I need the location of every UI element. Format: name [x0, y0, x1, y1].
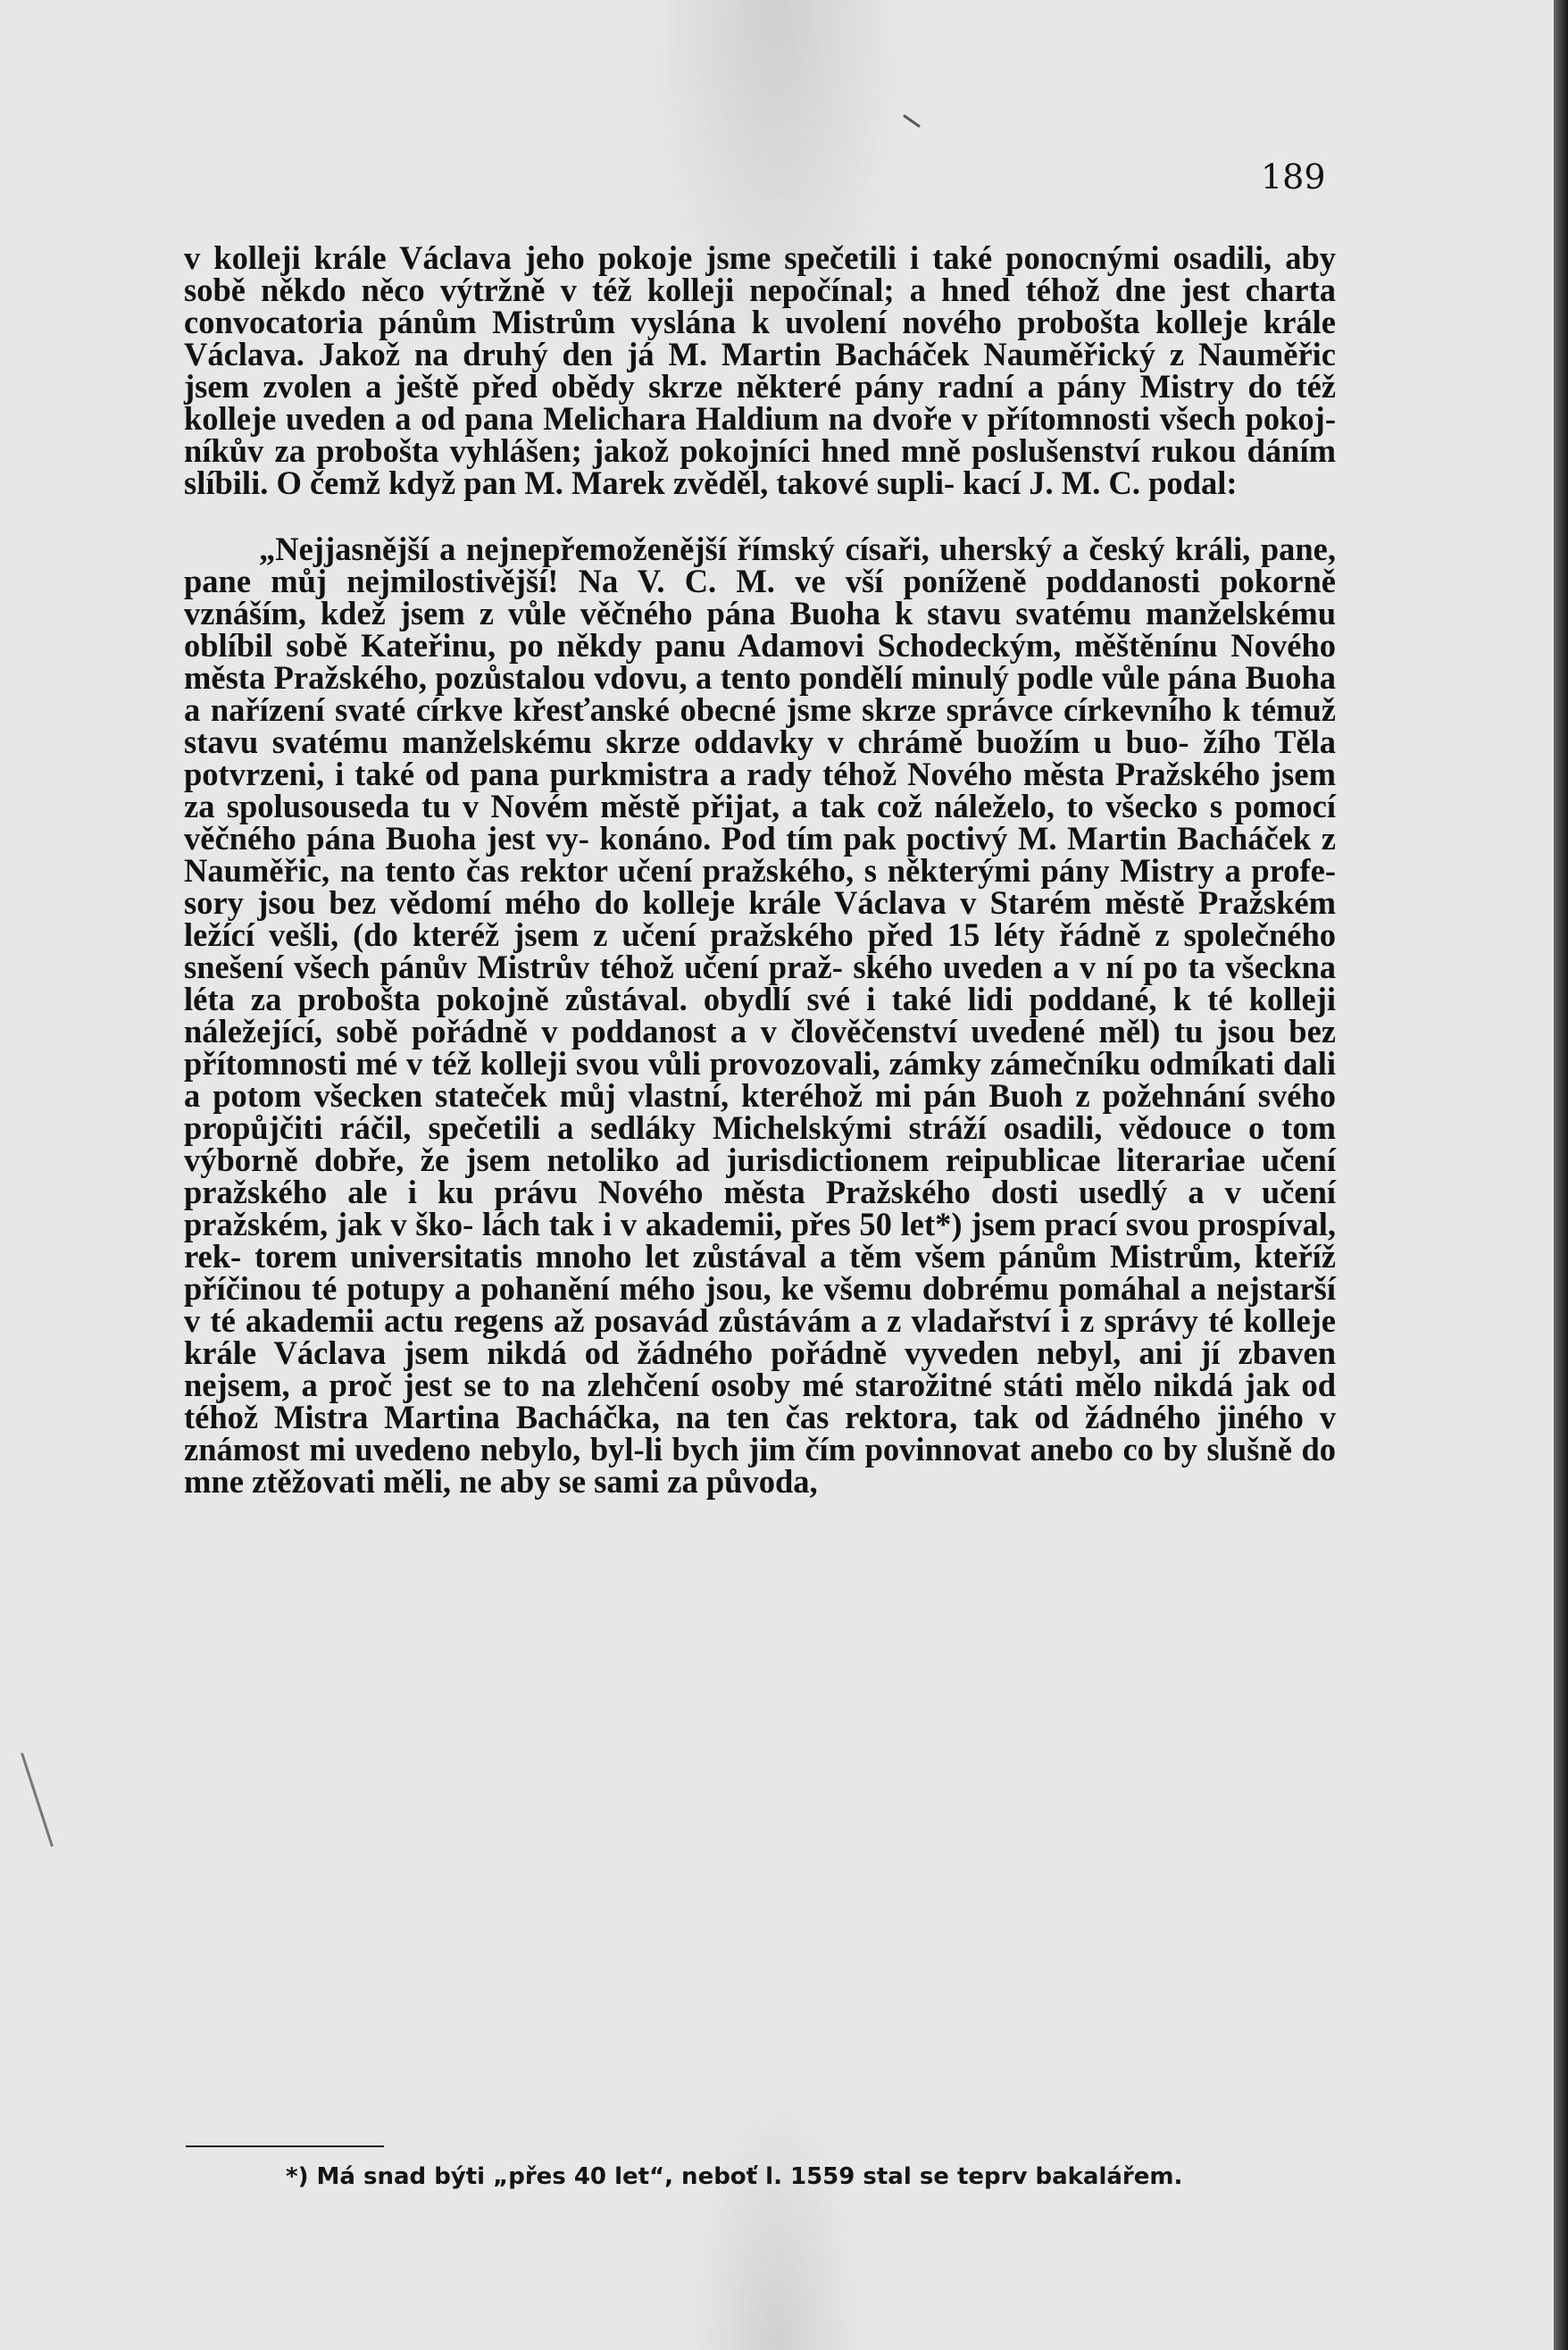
text-line: Mistra Martina Bacháčka, na ten čas rektora, tak od žádného jiného	[273, 1399, 1304, 1435]
text-line: osadili, aby sobě někdo něco výtržně v též kolleji nepočínal; a hned	[184, 239, 1337, 308]
text-line: rukou dáním slíbili. O čemž když pan M. Marek zvěděl, takové supli-	[184, 432, 1337, 501]
text-line: sory jsou bez vědomí mého do kolleje krále Václava v Starém městě	[184, 884, 1185, 921]
text-line: Pražském ležící vešli, (do kteréž jsem z učení pražského před 15 léty	[184, 884, 1336, 953]
text-line: pomáhal a nejstarší v té akademii actu regens až posavád zůstávám	[184, 1270, 1336, 1339]
text-line: nového probošta kolleje krále Václava. Jakož na druhý den já M.	[184, 304, 1336, 372]
paragraph-intro	[184, 239, 1337, 501]
margin-mark	[21, 1752, 54, 1847]
text-line: konáno. Pod tím pak poctivý M. Martin Bacháček z Nauměřic, na	[184, 820, 1336, 889]
text-line: vdovu, a tento pondělí minulý podle vůle pána Buoha a nařízení	[184, 659, 1337, 728]
text-line: níkův za probošta vyhlášen; jakož pokojníci hned mně poslušenství	[184, 432, 1140, 469]
text-line: města Pražského jsem za spolusouseda tu v Novém městě přijat,	[184, 756, 1336, 824]
text-line: kací J. M. C. podal:	[963, 464, 1238, 501]
text-line: a od pana Melichara Haldium na dvoře v přítomnosti všech pokoj-	[395, 400, 1336, 437]
text-line: kteříž příčinou té potupy a pohanění mého jsou, ke všemu dobrému	[184, 1238, 1337, 1307]
footnote-divider	[186, 2145, 384, 2147]
text-line: žádného pořádně vyveden nebyl, ani jí zbaven nejsem, a proč jest se	[184, 1334, 1337, 1403]
text-line: „Nejjasnější a nejnepřemoženější římský císaři, uherský a český	[259, 531, 1165, 567]
text-line: z požehnání svého propůjčiti ráčil, spečetili a sedláky Michelskými	[184, 1077, 1336, 1146]
text-line: v poddanost a v člověčenství uvedené měl) tu jsou bez přítomnosti	[184, 1013, 1337, 1082]
scan-edge	[1554, 0, 1568, 2350]
footnote: *) Má snad býti „přes 40 let“, neboť l. 1559 stal se teprv bakalářem.	[286, 2163, 1183, 2190]
text-line: obydlí své i také lidi poddané, k té kolleji náležející, sobě pořádně	[184, 981, 1337, 1050]
text-line: mé v též kolleji svou vůli provozovali, zámky zámečníku odmíkati	[355, 1045, 1275, 1082]
text-line: obědy skrze některé pány radní a pány Mistry do též kolleje uveden	[184, 368, 1336, 437]
text-line: žího Těla potvrzeni, i také od pana purkmistra a rady téhož Nového	[184, 723, 1337, 792]
text-line: stráží osadili, vědouce o tom výborně dobře, že jsem netoliko ad	[184, 1109, 1336, 1178]
text-line: lách tak i v akademii, přes 50 let*) jsem prací svou prospíval, rek-	[184, 1206, 1336, 1275]
text-line: v kolleji krále Václava jeho pokoje jsme spečetili i také ponocnými	[184, 239, 1160, 276]
text-line: a z vladařství i z správy té kolleje krále Václava jsem nikdá od	[184, 1302, 1336, 1371]
text-line: a tak což náleželo, to všecko s pomocí věčného pána Buoha jest vy-	[184, 788, 1336, 857]
text-line: co by slušně do mne ztěžovati měli, ne aby se sami za původa,	[184, 1431, 1336, 1500]
text-line: dali a potom všecken stateček můj vlastní, kteréhož mi pán Buoh	[184, 1045, 1336, 1114]
text-line: svaté církve křesťanské obecné jsme skrze správce církevního k témuž	[335, 691, 1336, 728]
text-line: tento čas rektor učení pražského, s některými pány Mistry a profe-	[385, 852, 1336, 889]
text-line: téhož dne jest charta convocatoria pánům Mistrům vyslána k uvolení	[184, 272, 1337, 340]
text-line: králi, pane, pane můj nejmilostivější! Na V. C. M. ve vší poníženě	[184, 531, 1336, 599]
text-line: Martin Bacháček Nauměřický z Nauměřic jsem zvolen a ještě před	[184, 336, 1337, 405]
text-line: stavu svatému manželskému skrze oddavky v chrámě buožím u buo-	[184, 723, 1189, 760]
text-line: v známost mi uvedeno nebylo, byl-li bych jim čím povinnovat anebo	[184, 1399, 1337, 1468]
main-text	[184, 239, 1337, 1500]
text-line: Adamovi Schodeckým, měštěnínu Nového města Pražského, pozůstalou	[184, 627, 1336, 696]
text-line: jurisdictionem reipublicae literariae učení pražského ale i ku právu	[184, 1142, 1336, 1210]
text-line: torem universitatis mnoho let zůstával a těm všem pánům Mistrům,	[254, 1238, 1241, 1275]
page-number: 189	[1261, 157, 1326, 197]
text-line: to na zlehčení osoby mé starožitné státi mělo nikdá jak od téhož	[184, 1367, 1337, 1435]
text-line: ského uveden a v ní po ta všeckna léta za probošta pokojně zůstával.	[184, 949, 1337, 1017]
text-line: poddanosti pokorně vznáším, kdež jsem z vůle věčného pána Buoha	[184, 563, 1336, 631]
text-line: řádně z společného snešení všech pánův Mistrův téhož učení praž-	[184, 916, 1336, 985]
paragraph-petition	[184, 533, 1336, 1498]
scan-mark	[903, 114, 921, 128]
text-line: k stavu svatému manželskému oblíbil sobě Kateřinu, po někdy panu	[184, 595, 1336, 664]
text-line: Nového města Pražského dosti usedlý a v učení pražském, jak v ško-	[184, 1174, 1337, 1242]
